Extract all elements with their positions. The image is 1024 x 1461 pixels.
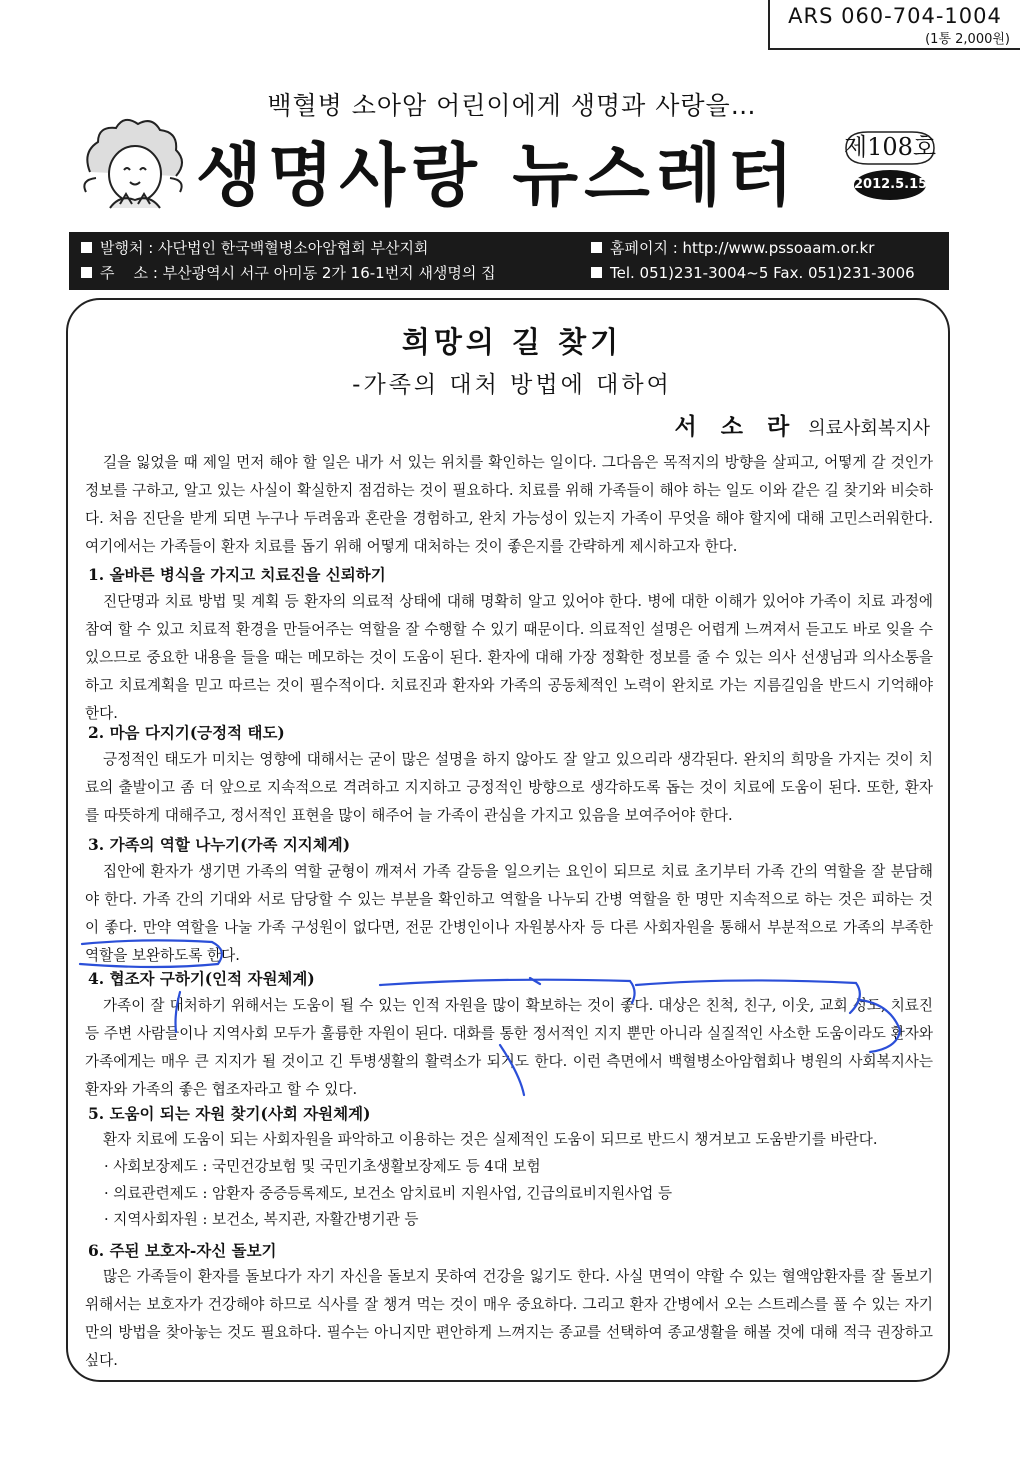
section-heading-3: 3. 가족의 역할 나누기(가족 지지체계) — [88, 835, 351, 854]
contact-field — [591, 261, 915, 286]
section-body-1: 진단명과 치료 방법 및 계획 등 환자의 의료적 상태에 대해 명확히 알고 있어야 한다. 병에 대한 이해가 있어야 가족이 치료 과정에 참여 할 수 있고 치료적 환경을 만들어주는 역할을 잘 수행할 수 있기 때문이다. 의료적인 설명은 어렵게 느껴져서 듣고도 바로 잊을 수 있으므로 중요한 내용을 들을 때는 메모하는 것이 도움이 된다. 환자에 대해 가장 정확한 정보를 줄 수 있는 의사 선생님과 의사소통을 하고 치료계획을 믿고 따르는 것이 필수적이다. 치료진과 환자와 가족의 공동체적인 노력이 완치로 가는 지름길임을 반드시 기억해야 한다. — [85, 593, 933, 722]
newsletter-title: 생명사랑 뉴스레터 — [196, 137, 800, 216]
issue-date: 2012.5.15 — [854, 170, 926, 200]
issue-number: 제108호 — [843, 133, 937, 161]
author-role: 의료사회복지사 — [808, 418, 930, 439]
homepage-field — [591, 236, 874, 261]
section-body-6: 많은 가족들이 환자를 돌보다가 자기 자신을 돌보지 못하여 건강을 잃기도 한다. 사실 면역이 약할 수 있는 혈액암환자를 잘 돌보기 위해서는 보호자가 건강해야 하므로 식사를 잘 챙겨 먹는 것이 매우 중요하다. 그리고 환자 간병에서 오는 스트레스를 풀 수 있는 자기만의 방법을 찾아놓는 것도 필요하다. 필수는 아니지만 편안하게 느껴지는 종교를 선택하여 종교생활을 해볼 것에 대해 적극 권장하고 싶다. — [85, 1268, 933, 1369]
section-heading-6: 6. 주된 보호자-자신 돌보기 — [88, 1241, 277, 1260]
resource-item-medical: · 의료관련제도 : 암환자 중증등록제도, 보건소 암치료비 지원사업, 긴급의료비지원사업 등 — [104, 1185, 673, 1202]
address-field — [81, 261, 496, 286]
author-name: 서 소 라 — [674, 413, 798, 440]
publisher-field — [81, 236, 428, 261]
section-heading-5: 5. 도움이 되는 자원 찾기(사회 자원체계) — [88, 1104, 371, 1123]
article-intro: 길을 잃었을 때 제일 먼저 해야 할 일은 내가 서 있는 위치를 확인하는 일이다. 그다음은 목적지의 방향을 살피고, 어떻게 갈 것인가 정보를 구하고, 알고 있는 사실이 확실한지 점검하는 것이 필요하다. 치료를 위해 가족들이 해야 하는 일도 이와 같은 길 찾기와 비슷하다. 처음 진단을 받게 되면 누구나 두려움과 혼란을 경험하고, 완치 가능성이 있는지 가족이 무엇을 해야 할지에 대해 고민스러워한다. 여기에서는 가족들이 환자 치료를 돕기 위해 어떻게 대처하는 것이 좋은지를 간략하게 제시하고자 한다. — [85, 454, 933, 555]
ars-donation-box — [768, 0, 1020, 50]
resource-item-social-security: · 사회보장제도 : 국민건강보험 및 국민기초생활보장제도 등 4대 보험 — [104, 1158, 541, 1175]
angel-mascot-icon — [80, 112, 190, 222]
homepage-text: 홈페이지 : http://www.pssoaam.or.kr — [610, 239, 875, 257]
ars-number: ARS 060-704-1004 — [788, 4, 1002, 28]
article-subtitle: -가족의 대처 방법에 대하여 — [352, 372, 672, 398]
info-row-publisher — [81, 236, 937, 261]
section-heading-2: 2. 마음 다지기(긍정적 태도) — [88, 723, 285, 742]
ars-price: (1통 2,000원) — [925, 32, 1010, 47]
bullet-square-icon — [591, 267, 602, 278]
address-text: 주 소 : 부산광역시 서구 아미동 2가 16-1번지 새생명의 집 — [100, 264, 496, 282]
author-line — [600, 408, 930, 441]
section-body-5: 환자 치료에 도움이 되는 사회자원을 파악하고 이용하는 것은 실제적인 도움이 되므로 반드시 챙겨보고 도움받기를 바란다. — [103, 1131, 878, 1148]
contact-text: Tel. 051)231-3004~5 Fax. 051)231-3006 — [610, 264, 915, 282]
bullet-square-icon — [591, 242, 602, 253]
bullet-square-icon — [81, 242, 92, 253]
section-heading-1: 1. 올바른 병식을 가지고 치료진을 신뢰하기 — [88, 565, 386, 584]
section-body-3: 집안에 환자가 생기면 가족의 역할 균형이 깨져서 가족 갈등을 일으키는 요인이 되므로 치료 초기부터 가족 간의 역할을 잘 분담해야 한다. 가족 간의 기대와 서로 담당할 수 있는 부분을 확인하고 역할을 나누되 간병 역할을 한 명만 지속적으로 하는 것은 피하는 것이 좋다. 만약 역할을 나눌 가족 구성원이 없다면, 전문 간병인이나 자원봉사자 등 다른 사회자원을 통해서 부분적으로 가족의 부족한 역할을 보완하도록 한다. — [85, 863, 933, 964]
publisher-text: 발행처 : 사단법인 한국백혈병소아암협회 부산지회 — [100, 239, 429, 257]
info-row-address — [81, 261, 937, 286]
issue-badge — [840, 130, 940, 208]
info-bar — [69, 232, 949, 290]
section-body-2: 긍정적인 태도가 미치는 영향에 대해서는 굳이 많은 설명을 하지 않아도 잘 알고 있으리라 생각된다. 완치의 희망을 가지는 것이 치료의 출발이고 좀 더 앞으로 지속적으로 격려하고 지지하고 긍정적인 방향으로 생각하도록 돕는 것이 치료에 도움이 된다. 또한, 환자를 따뜻하게 대해주고, 정서적인 표현을 많이 해주어 늘 가족이 관심을 가지고 있음을 보여주어야 한다. — [85, 751, 933, 824]
article-title: 희망의 길 찾기 — [401, 325, 623, 359]
section-heading-4: 4. 협조자 구하기(인적 자원체계) — [88, 969, 315, 988]
section-body-4: 가족이 잘 대처하기 위해서는 도움이 될 수 있는 인적 자원을 많이 확보하는 것이 좋다. 대상은 친척, 친구, 이웃, 교회 성도, 치료진 등 주변 사람들이나 지역사회 모두가 훌륭한 자원이 된다. 대화를 통한 정서적인 지지 뿐만 아니라 실질적인 사소한 도움이라도 환자와 가족에게는 매우 큰 지지가 될 것이고 긴 투병생활의 활력소가 되기도 한다. 이런 측면에서 백혈병소아암협회나 병원의 사회복지사는 환자와 가족의 좋은 협조자라고 할 수 있다. — [85, 997, 933, 1098]
resource-item-community: · 지역사회자원 : 보건소, 복지관, 자활간병기관 등 — [104, 1211, 419, 1228]
bullet-square-icon — [81, 267, 92, 278]
tagline: 백혈병 소아암 어린이에게 생명과 사랑을… — [267, 91, 757, 120]
